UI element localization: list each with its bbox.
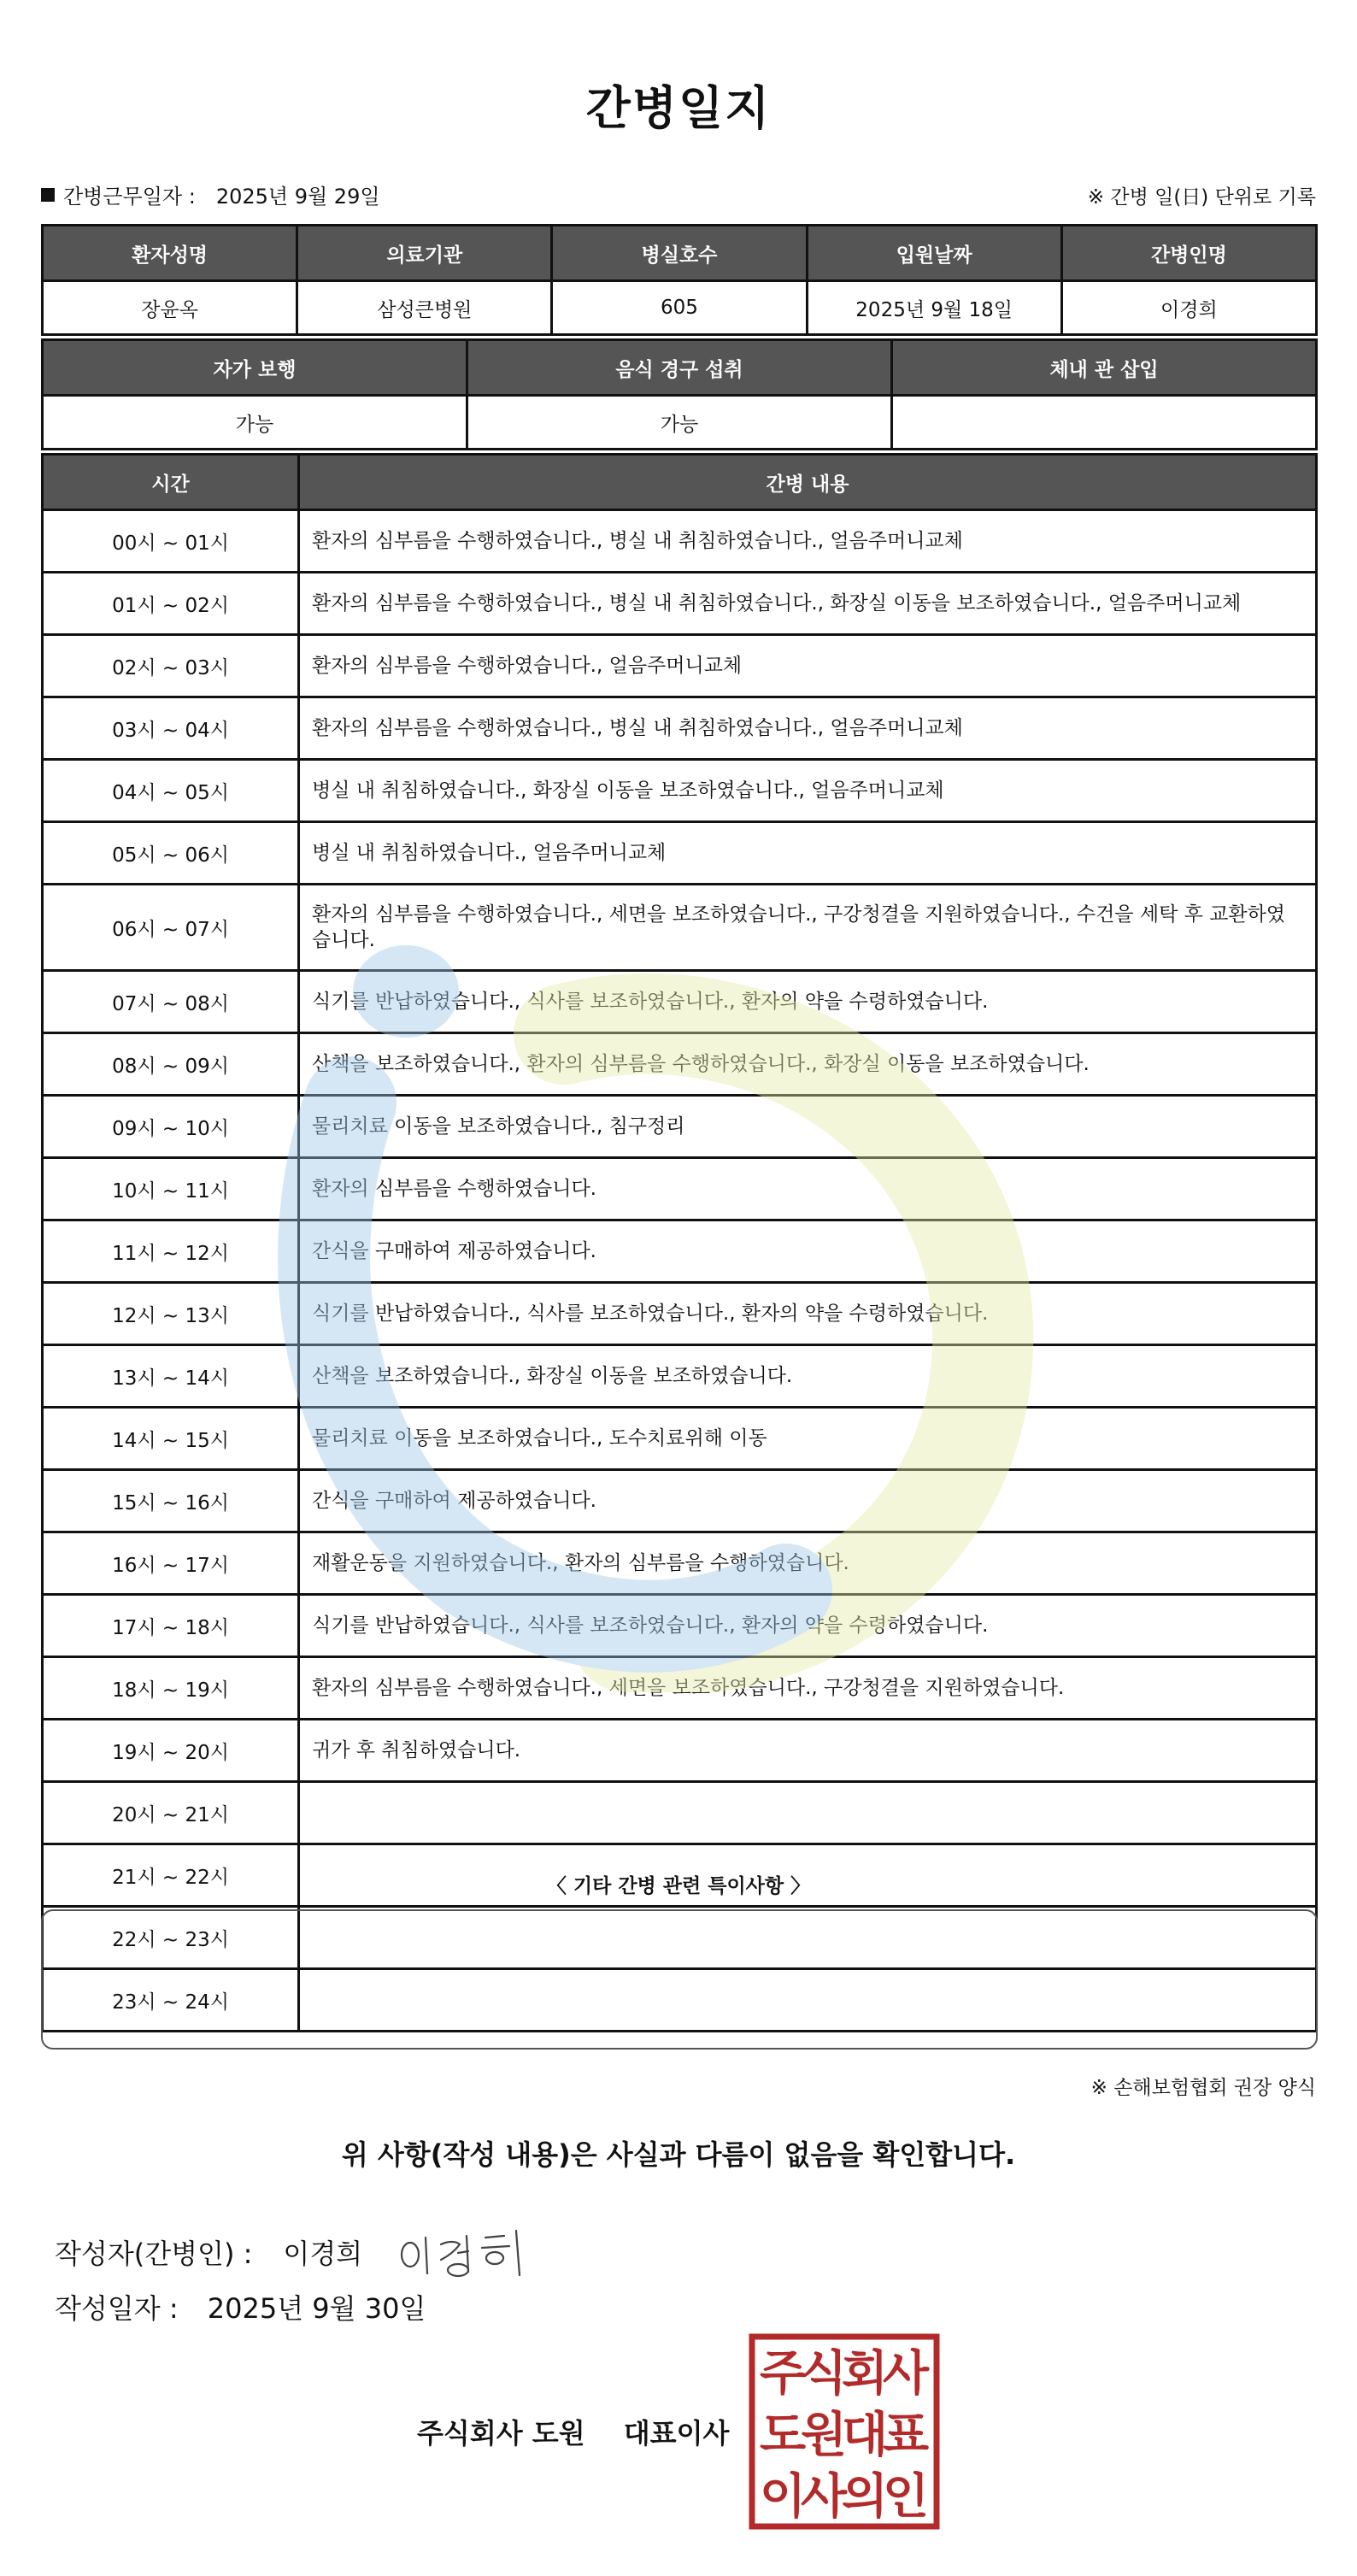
care-log-row — [43, 635, 1317, 697]
svg-text:회: 회 — [841, 2346, 889, 2402]
care-log-content: 식기를 반납하였습니다., 식사를 보조하였습니다., 환자의 약을 수령하였습니다. — [299, 1283, 1317, 1345]
care-log-content: 환자의 심부름을 수행하였습니다., 세면을 보조하였습니다., 구강청결을 지원하였습니다. — [299, 1657, 1317, 1720]
svg-text:원: 원 — [800, 2408, 848, 2463]
association-form-note: ※ 손해보험협회 권장 양식 — [1090, 2077, 1316, 2099]
company-name: 주식회사 도원 — [417, 2417, 585, 2450]
care-log-row — [43, 1345, 1317, 1408]
care-log-row — [43, 760, 1317, 822]
care-log-row — [43, 1470, 1317, 1532]
header-care-content: 간병 내용 — [299, 455, 1317, 510]
tube-insertion-value — [892, 396, 1317, 450]
patient-name: 장윤옥 — [43, 281, 297, 335]
care-log-time: 01시 ~ 02시 — [43, 573, 299, 635]
room-number: 605 — [552, 281, 807, 335]
self-walking-value: 가능 — [43, 396, 467, 450]
care-log-content: 산책을 보조하였습니다., 환자의 심부름을 수행하였습니다., 화장실 이동을 보조하였습니다. — [299, 1033, 1317, 1096]
care-log-time: 13시 ~ 14시 — [43, 1345, 299, 1408]
svg-text:의: 의 — [841, 2469, 889, 2525]
care-log-row — [43, 1220, 1317, 1283]
care-log-body — [43, 510, 1317, 2032]
care-log-row — [43, 1782, 1317, 1844]
writer-name: 이경희 — [283, 2238, 363, 2270]
header-oral-intake: 음식 경구 섭취 — [467, 340, 892, 396]
care-log-time: 18시 ~ 19시 — [43, 1657, 299, 1720]
written-date-label: 작성일자 : — [55, 2292, 179, 2325]
care-log-content: 환자의 심부름을 수행하였습니다., 병실 내 취침하였습니다., 얼음주머니교체 — [299, 697, 1317, 760]
confirmation-statement: 위 사항(작성 내용)은 사실과 다름이 없음을 확인합니다. — [341, 2138, 1016, 2171]
care-log-table — [41, 453, 1318, 2032]
care-log-time: 17시 ~ 18시 — [43, 1595, 299, 1657]
svg-text:표: 표 — [882, 2408, 930, 2463]
company-seal-stamp — [749, 2333, 940, 2530]
company-line — [417, 2412, 729, 2451]
care-log-header-row — [43, 455, 1317, 510]
care-log-content: 산책을 보조하였습니다., 화장실 이동을 보조하였습니다. — [299, 1345, 1317, 1408]
care-log-row — [43, 1532, 1317, 1595]
svg-text:대: 대 — [841, 2408, 889, 2463]
care-log-time: 00시 ~ 01시 — [43, 510, 299, 573]
care-log-row — [43, 1158, 1317, 1220]
patient-status-value-row — [43, 396, 1317, 450]
care-log-row — [43, 1283, 1317, 1345]
patient-info-header-row — [43, 226, 1317, 281]
care-log-content: 환자의 심부름을 수행하였습니다., 세면을 보조하였습니다., 구강청결을 지원하였습니다., 수건을 세탁 후 교환하였습니다. — [299, 885, 1317, 971]
svg-text:식: 식 — [800, 2346, 848, 2402]
caregiver-name: 이경희 — [1061, 281, 1316, 335]
care-log-content: 식기를 반납하였습니다., 식사를 보조하였습니다., 환자의 약을 수령하였습니다. — [299, 971, 1317, 1033]
company-role: 대표이사 — [623, 2417, 730, 2450]
care-log-content: 간식을 구매하여 제공하였습니다. — [299, 1220, 1317, 1283]
patient-status-header-row — [43, 340, 1317, 396]
care-log-row — [43, 573, 1317, 635]
care-log-content: 병실 내 취침하였습니다., 얼음주머니교체 — [299, 822, 1317, 885]
care-log-row — [43, 822, 1317, 885]
care-log-time: 14시 ~ 15시 — [43, 1408, 299, 1470]
care-log-content: 환자의 심부름을 수행하였습니다., 병실 내 취침하였습니다., 얼음주머니교체 — [299, 510, 1317, 573]
care-log-content: 식기를 반납하였습니다., 식사를 보조하였습니다., 환자의 약을 수령하였습니다. — [299, 1595, 1317, 1657]
care-date-label: 간병근무일자 : — [63, 185, 196, 209]
header-time: 시간 — [43, 455, 299, 510]
admission-date: 2025년 9월 18일 — [807, 281, 1061, 335]
care-log-content: 물리치료 이동을 보조하였습니다., 도수치료위해 이동 — [299, 1408, 1317, 1470]
care-log-row — [43, 1657, 1317, 1720]
svg-text:사: 사 — [882, 2346, 930, 2402]
document-title: 간병일지 — [585, 81, 772, 135]
header-admission-date: 입원날짜 — [807, 226, 1061, 281]
care-log-time: 10시 ~ 11시 — [43, 1158, 299, 1220]
care-log-time: 19시 ~ 20시 — [43, 1720, 299, 1782]
header-tube-insertion: 체내 관 삽입 — [892, 340, 1317, 396]
care-log-time: 06시 ~ 07시 — [43, 885, 299, 971]
care-log-content: 귀가 후 취침하였습니다. — [299, 1720, 1317, 1782]
special-notes-title: 〈 기타 간병 관련 특이사항 〉 — [546, 1875, 811, 1897]
care-log-time: 08시 ~ 09시 — [43, 1033, 299, 1096]
care-log-time: 12시 ~ 13시 — [43, 1283, 299, 1345]
header-hospital: 의료기관 — [297, 226, 552, 281]
svg-text:사: 사 — [800, 2469, 848, 2525]
care-log-time: 16시 ~ 17시 — [43, 1532, 299, 1595]
care-log-content: 간식을 구매하여 제공하였습니다. — [299, 1470, 1317, 1532]
header-caregiver-name: 간병인명 — [1061, 226, 1316, 281]
care-log-content: 병실 내 취침하였습니다., 화장실 이동을 보조하였습니다., 얼음주머니교체 — [299, 760, 1317, 822]
care-log-time: 05시 ~ 06시 — [43, 822, 299, 885]
header-self-walking: 자가 보행 — [43, 340, 467, 396]
header-patient-name: 환자성명 — [43, 226, 297, 281]
handwritten-signature — [397, 2222, 542, 2282]
care-log-row — [43, 1096, 1317, 1158]
care-log-content: 재활운동을 지원하였습니다., 환자의 심부름을 수행하였습니다. — [299, 1532, 1317, 1595]
care-log-time: 22시 ~ 23시 — [43, 1907, 299, 1969]
care-log-time: 23시 ~ 24시 — [43, 1969, 299, 2032]
care-date-value: 2025년 9월 29일 — [215, 185, 380, 209]
svg-text:인: 인 — [882, 2469, 930, 2525]
patient-info-table — [41, 224, 1318, 336]
care-log-content: 환자의 심부름을 수행하였습니다. — [299, 1158, 1317, 1220]
care-log-time: 21시 ~ 22시 — [43, 1844, 299, 1907]
hospital-name: 삼성큰병원 — [297, 281, 552, 335]
care-log-time: 04시 ~ 05시 — [43, 760, 299, 822]
svg-text:도: 도 — [759, 2408, 807, 2463]
special-notes-box — [41, 1909, 1318, 2050]
svg-text:이: 이 — [759, 2469, 807, 2525]
care-log-time: 20시 ~ 21시 — [43, 1782, 299, 1844]
care-log-content — [299, 1782, 1317, 1844]
header-room-number: 병실호수 — [552, 226, 807, 281]
care-log-content: 물리치료 이동을 보조하였습니다., 침구정리 — [299, 1096, 1317, 1158]
care-log-content: 환자의 심부름을 수행하였습니다., 병실 내 취침하였습니다., 화장실 이동을 보조하였습니다., 얼음주머니교체 — [299, 573, 1317, 635]
care-log-time: 03시 ~ 04시 — [43, 697, 299, 760]
care-log-time: 15시 ~ 16시 — [43, 1470, 299, 1532]
written-date-line — [55, 2287, 426, 2326]
care-log-row — [43, 885, 1317, 971]
writer-label: 작성자(간병인) : — [55, 2238, 253, 2270]
writer-line — [55, 2222, 542, 2282]
square-bullet-icon — [41, 188, 55, 202]
care-log-row — [43, 697, 1317, 760]
oral-intake-value: 가능 — [467, 396, 892, 450]
care-log-row — [43, 971, 1317, 1033]
care-log-row — [43, 1408, 1317, 1470]
patient-info-value-row — [43, 281, 1317, 335]
daily-record-note: ※ 간병 일(日) 단위로 기록 — [1087, 186, 1316, 209]
care-log-time: 11시 ~ 12시 — [43, 1220, 299, 1283]
svg-text:주: 주 — [759, 2346, 807, 2402]
care-log-time: 09시 ~ 10시 — [43, 1096, 299, 1158]
care-log-row — [43, 1720, 1317, 1782]
care-log-row — [43, 1033, 1317, 1096]
care-date-line — [41, 179, 380, 209]
care-log-time: 07시 ~ 08시 — [43, 971, 299, 1033]
care-log-row — [43, 1595, 1317, 1657]
care-log-content: 환자의 심부름을 수행하였습니다., 얼음주머니교체 — [299, 635, 1317, 697]
care-log-row — [43, 510, 1317, 573]
written-date-value: 2025년 9월 30일 — [207, 2292, 426, 2325]
care-log-time: 02시 ~ 03시 — [43, 635, 299, 697]
patient-status-table — [41, 338, 1318, 450]
